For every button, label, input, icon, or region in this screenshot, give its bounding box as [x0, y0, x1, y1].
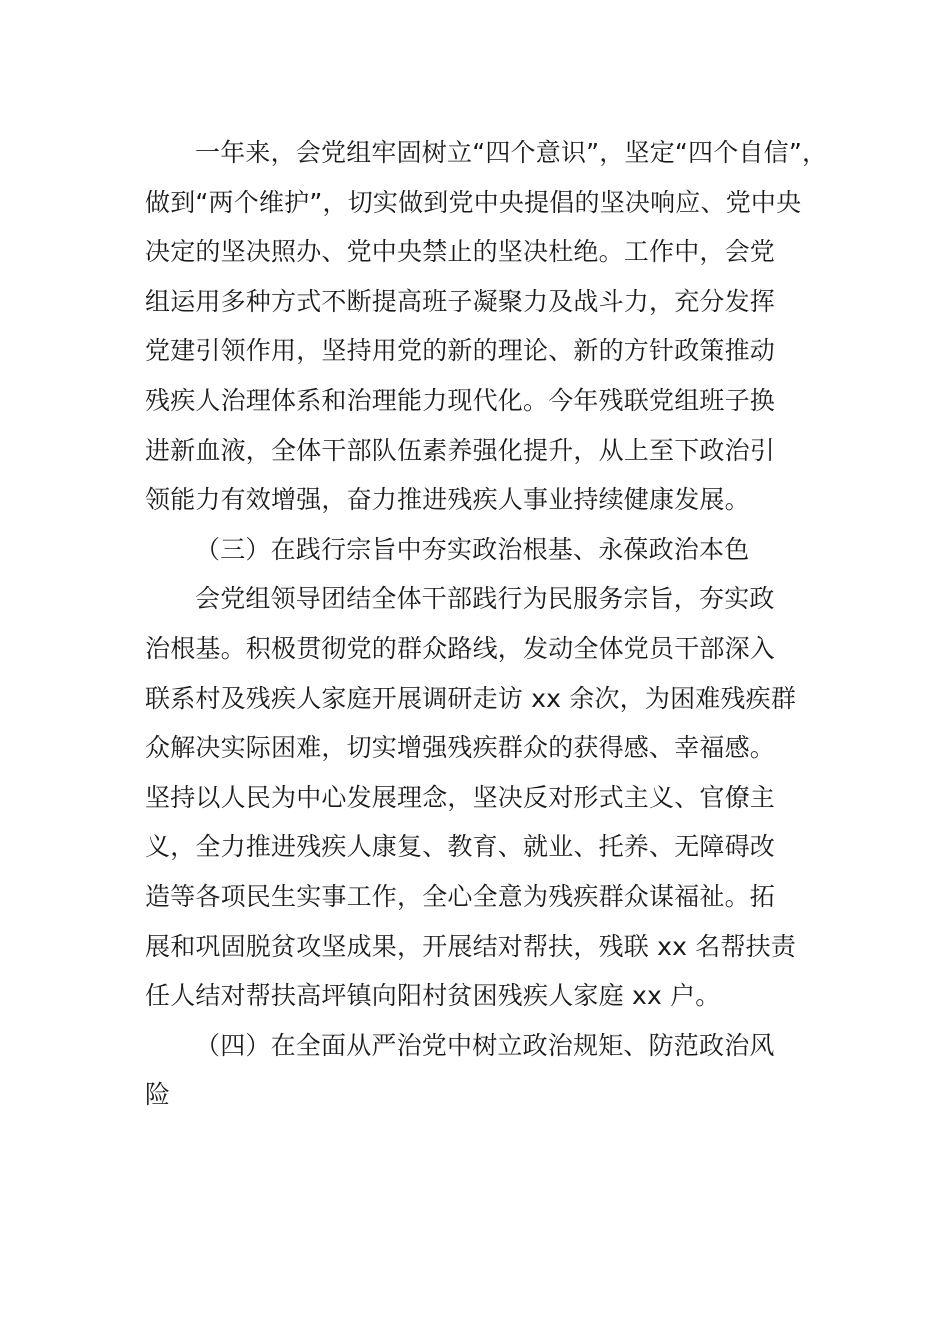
paragraph-line: 造等各项民生实事工作，全心全意为残疾群众谋福祉。拓	[145, 881, 776, 911]
paragraph-line: 领能力有效增强，奋力推进残疾人事业持续健康发展。	[145, 485, 750, 515]
section-heading-4: （四）在全面从严治党中树立政治规矩、防范政治风	[195, 1030, 775, 1060]
paragraph-line: 坚持以人民为中心发展理念，坚决反对形式主义、官僚主	[145, 782, 776, 812]
paragraph-line: 残疾人治理体系和治理能力现代化。今年残联党组班子换	[145, 385, 776, 415]
paragraph-line: 治根基。积极贯彻党的群众路线，发动全体党员干部深入	[145, 633, 776, 663]
paragraph-line: 展和巩固脱贫攻坚成果，开展结对帮扶，残联 xx 名帮扶责	[145, 931, 797, 961]
section-heading-3: （三）在践行宗旨中夯实政治根基、永葆政治本色	[195, 534, 750, 564]
paragraph-line: 党建引领作用，坚持用党的新的理论、新的方针政策推动	[145, 336, 776, 366]
document-body	[145, 128, 828, 1120]
paragraph-line: 义，全力推进残疾人康复、教育、就业、托养、无障碍改	[145, 832, 776, 862]
paragraph-line: 组运用多种方式不断提高班子凝聚力及战斗力，充分发挥	[145, 286, 776, 316]
paragraph-line: 众解决实际困难，切实增强残疾群众的获得感、幸福感。	[145, 733, 776, 763]
paragraph-line: 会党组领导团结全体干部践行为民服务宗旨，夯实政	[195, 584, 775, 614]
paragraph-line: 做到“两个维护”，切实做到党中央提倡的坚决响应、党中央	[145, 187, 802, 217]
paragraph-line: 一年来，会党组牢固树立“四个意识”，坚定“四个自信”，	[195, 138, 828, 167]
paragraph-line: 联系村及残疾人家庭开展调研走访 xx 余次，为困难残疾群	[145, 683, 797, 713]
paragraph-line: 任人结对帮扶高坪镇向阳村贫困残疾人家庭 xx 户。	[145, 981, 721, 1011]
paragraph-line: 决定的坚决照办、党中央禁止的坚决杜绝。工作中，会党	[145, 237, 776, 267]
paragraph-line: 进新血液，全体干部队伍素养强化提升，从上至下政治引	[145, 435, 776, 465]
section-heading-4-continued: 险	[145, 1080, 171, 1110]
